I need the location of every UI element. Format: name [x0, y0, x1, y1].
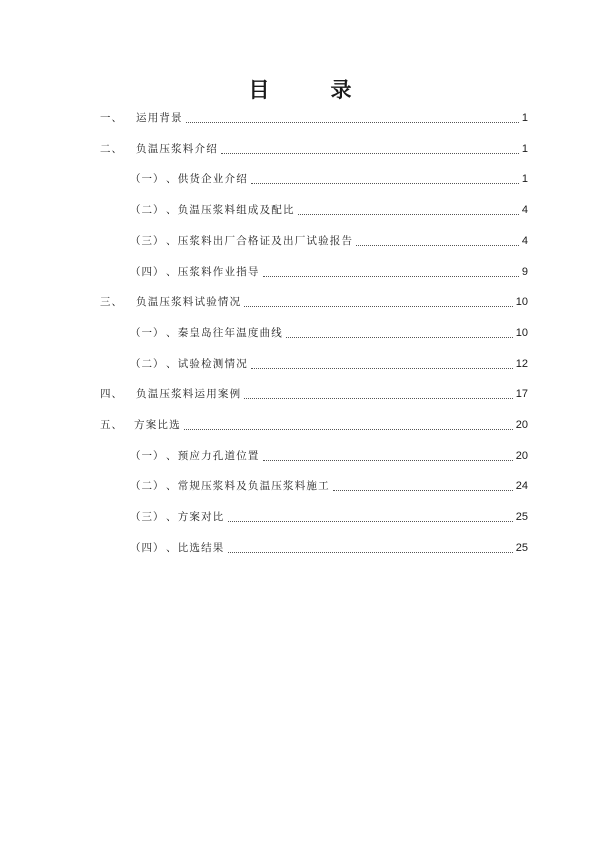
- toc-entry-title: 负温压浆料运用案例: [136, 388, 242, 401]
- toc-entry[interactable]: [0, 476, 600, 496]
- toc-entry-title: 、负温压浆料组成及配比: [166, 204, 295, 217]
- toc-entry[interactable]: [0, 415, 600, 435]
- toc-entry[interactable]: [0, 384, 600, 404]
- toc-entry-number: （一）: [130, 326, 165, 339]
- toc-leader-dots: [228, 552, 513, 553]
- toc-entry[interactable]: [0, 292, 600, 312]
- toc-entry[interactable]: [0, 262, 600, 282]
- toc-entry-title: 、常规压浆料及负温压浆料施工: [166, 480, 330, 493]
- toc-entry-title: 、压浆料出厂合格证及出厂试验报告: [166, 234, 354, 247]
- toc-entry-page: 1: [521, 173, 528, 186]
- toc-leader-dots: [186, 122, 519, 123]
- toc-entry-number: （四）: [130, 541, 165, 554]
- toc-leader-dots: [184, 429, 513, 430]
- toc-entry-page: 25: [515, 511, 528, 524]
- toc-leader-dots: [228, 521, 513, 522]
- toc-entry-page: 1: [521, 112, 528, 124]
- toc-entry-title: 运用背景: [136, 112, 183, 124]
- toc-entry-title: 、比选结果: [166, 541, 225, 554]
- toc-leader-dots: [244, 306, 512, 307]
- toc-leader-dots: [333, 490, 513, 491]
- toc-entry-number: 一、: [100, 112, 123, 124]
- toc-entry[interactable]: [0, 200, 600, 220]
- toc-entry-page: 25: [515, 541, 528, 554]
- toc-leader-dots: [286, 337, 513, 338]
- toc-entry-page: 10: [515, 326, 528, 339]
- toc-entry[interactable]: [0, 231, 600, 251]
- toc-entry-page: 4: [521, 234, 528, 247]
- toc-entry-number: 三、: [100, 296, 123, 309]
- toc-leader-dots: [356, 245, 519, 246]
- toc-entry[interactable]: [0, 354, 600, 374]
- toc-leader-dots: [251, 368, 513, 369]
- toc-entry-number: 二、: [100, 142, 123, 155]
- toc-entry-number: 四、: [100, 388, 123, 401]
- toc-entry-page: 9: [521, 265, 528, 278]
- toc-entry-page: 4: [521, 204, 528, 217]
- toc-entry-number: （四）: [130, 265, 165, 278]
- toc-entry[interactable]: [0, 538, 600, 558]
- toc-leader-dots: [221, 153, 519, 154]
- toc-entry-number: （三）: [130, 234, 165, 247]
- toc-entry-title: 、试验检测情况: [166, 357, 248, 370]
- toc-entry-title: 、预应力孔道位置: [166, 449, 260, 462]
- toc-entry[interactable]: [0, 507, 600, 527]
- toc-entry[interactable]: [0, 446, 600, 466]
- toc-entry-title: 负温压浆料试验情况: [136, 296, 242, 309]
- toc-entry[interactable]: [0, 323, 600, 343]
- toc-entry-page: 20: [515, 419, 528, 431]
- toc-leader-dots: [263, 276, 519, 277]
- toc-entry[interactable]: [0, 169, 600, 189]
- page-title: 目 录: [248, 78, 372, 102]
- toc-leader-dots: [251, 183, 519, 184]
- toc-entry-page: 24: [515, 480, 528, 493]
- toc-entry-page: 1: [521, 142, 528, 155]
- toc-entry-title: 、压浆料作业指导: [166, 265, 260, 278]
- toc-entry-number: （一）: [130, 173, 165, 186]
- toc-entry-title: 、秦皇岛往年温度曲线: [166, 326, 283, 339]
- toc-entry-page: 12: [515, 357, 528, 370]
- toc-entry[interactable]: [0, 108, 600, 128]
- toc-entry-number: （二）: [130, 357, 165, 370]
- toc-leader-dots: [263, 460, 513, 461]
- toc-entry-number: （二）: [130, 204, 165, 217]
- toc-entry-title: 方案比选: [134, 419, 181, 431]
- toc-entry-page: 17: [515, 388, 528, 401]
- toc-entry-number: （一）: [130, 449, 165, 462]
- toc-entry-title: 负温压浆料介绍: [136, 142, 218, 155]
- toc-entry-title: 、方案对比: [166, 511, 225, 524]
- toc-entry[interactable]: [0, 139, 600, 159]
- toc-entry-number: （二）: [130, 480, 165, 493]
- toc-leader-dots: [298, 214, 519, 215]
- toc-leader-dots: [244, 398, 512, 399]
- toc-entry-number: 五、: [100, 419, 123, 431]
- toc-entry-page: 20: [515, 449, 528, 462]
- toc-entry-number: （三）: [130, 511, 165, 524]
- toc-entry-page: 10: [515, 296, 528, 309]
- toc-entry-title: 、供货企业介绍: [166, 173, 248, 186]
